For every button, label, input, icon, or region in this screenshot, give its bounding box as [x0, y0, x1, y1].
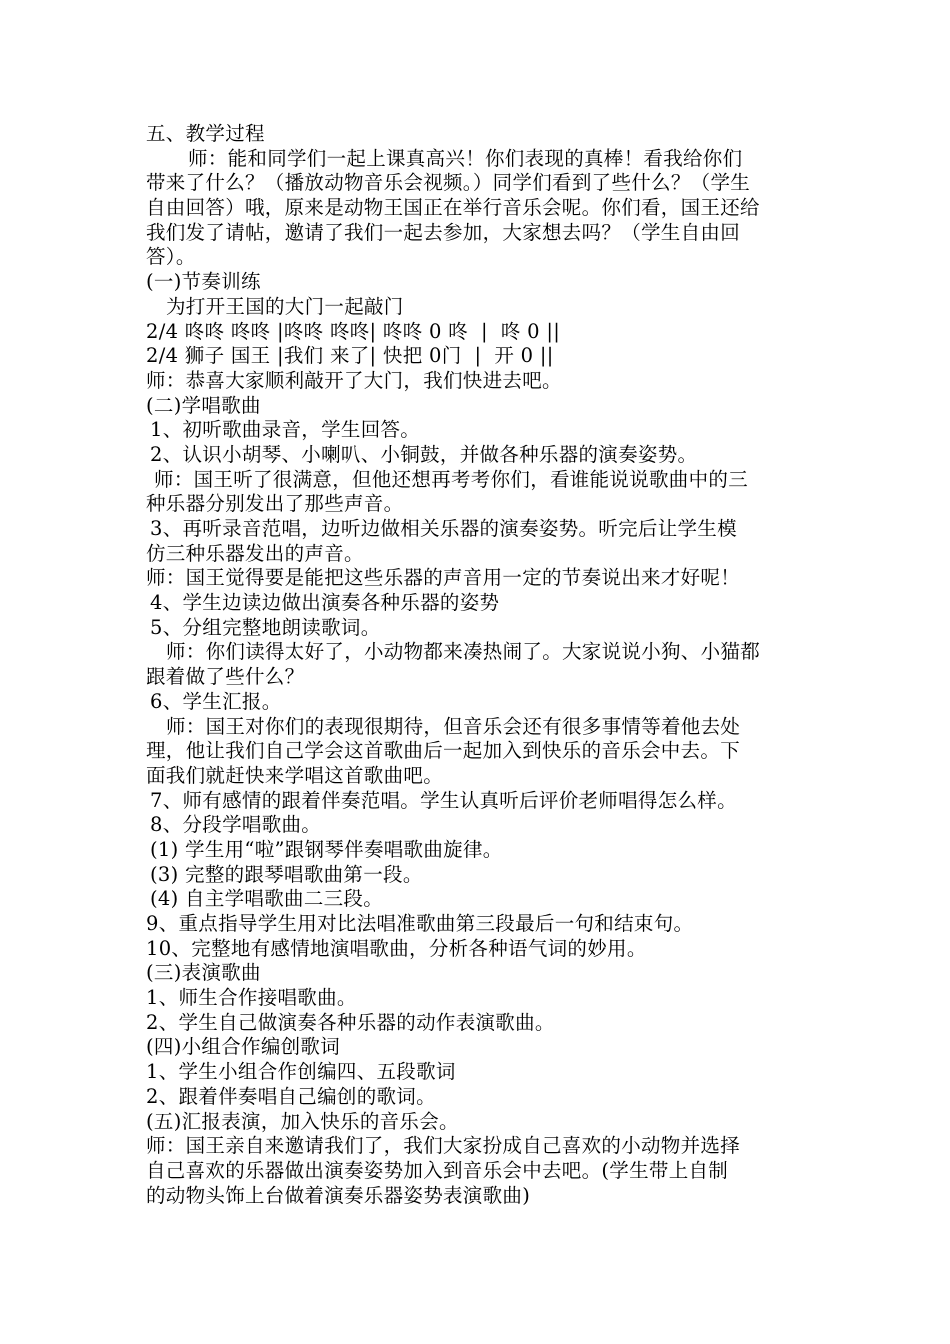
document-line: (三)表演歌曲 [146, 961, 261, 985]
document-line: (1) 学生用“啦”跟钢琴伴奏唱歌曲旋律。 [150, 837, 503, 861]
document-line: 五、教学过程 [146, 122, 265, 145]
document-line: 8、分段学唱歌曲。 [150, 813, 322, 837]
document-line: 6、学生汇报。 [150, 689, 282, 713]
document-line: (四)小组合作编创歌词 [146, 1035, 341, 1059]
document-line: 为打开王国的大门一起敲门 [166, 294, 404, 318]
document-line: 2、跟着伴奏唱自己编创的歌词。 [146, 1084, 436, 1108]
document-line: 师：能和同学们一起上课真高兴！你们表现的真棒！看我给你们 [188, 146, 743, 170]
document-line: 1、师生合作接唱歌曲。 [146, 986, 357, 1010]
document-line: 自己喜欢的乐器做出演奏姿势加入到音乐会中去吧。(学生带上自制 [146, 1158, 729, 1182]
document-line: 理，他让我们自己学会这首歌曲后一起加入到快乐的音乐会中去。下 [146, 739, 741, 763]
document-line: 2、认识小胡琴、小喇叭、小铜鼓，并做各种乐器的演奏姿势。 [150, 442, 698, 466]
document-line: 10、完整地有感情地演唱歌曲，分析各种语气词的妙用。 [146, 936, 647, 960]
document-line: 4、学生边读边做出演奏各种乐器的姿势 [150, 591, 500, 615]
document-line: 的动物头饰上台做着演奏乐器姿势表演歌曲) [146, 1183, 531, 1207]
document-line: 师：国王听了很满意，但他还想再考考你们，看谁能说说歌曲中的三 [154, 467, 749, 491]
document-line: 答）。 [146, 245, 196, 269]
document-line: (二)学唱歌曲 [146, 393, 261, 417]
document-line: (五)汇报表演，加入快乐的音乐会。 [146, 1109, 459, 1133]
document-line: 师：国王对你们的表现很期待，但音乐会还有很多事情等着他去处 [166, 714, 741, 738]
document-line: 2、学生自己做演奏各种乐器的动作表演歌曲。 [146, 1010, 555, 1034]
document-line: (4) 自主学唱歌曲二三段。 [150, 887, 384, 911]
document-line: 5、分组完整地朗读歌词。 [150, 615, 381, 639]
document-line: 师：国王亲自来邀请我们了，我们大家扮成自己喜欢的小动物并选择 [146, 1134, 741, 1158]
document-line: 种乐器分别发出了那些声音。 [146, 492, 404, 516]
document-line: 带来了什么？（播放动物音乐会视频。）同学们看到了些什么？（学生 [146, 171, 751, 195]
document-line: 9、重点指导学生用对比法唱准歌曲第三段最后一句和结束句。 [146, 912, 694, 935]
document-line: 师：恭喜大家顺利敲开了大门，我们快进去吧。 [146, 368, 562, 392]
document-line: 2/4 狮子 国王 |我们 来了| 快把 0门 | 开 0 || [146, 344, 554, 368]
document-line: 7、师有感情的跟着伴奏范唱。学生认真听后评价老师唱得怎么样。 [150, 788, 737, 812]
document-line: 3、再听录音范唱，边听边做相关乐器的演奏姿势。听完后让学生模 [150, 517, 737, 540]
document-line: 仿三种乐器发出的声音。 [146, 541, 364, 565]
document-line: 师：你们读得太好了，小动物都来凑热闹了。大家说说小狗、小猫都 [166, 640, 761, 664]
document-line: 2/4 咚咚 咚咚 |咚咚 咚咚| 咚咚 0 咚 | 咚 0 || [146, 319, 561, 343]
document-body [146, 122, 818, 1208]
document-line: 我们发了请帖，邀请了我们一起去参加，大家想去吗？（学生自由回 [146, 220, 741, 244]
document-line: (一)节奏训练 [146, 270, 261, 294]
document-line: 1、学生小组合作创编四、五段歌词 [146, 1060, 456, 1084]
document-line: 师：国王觉得要是能把这些乐器的声音用一定的节奏说出来才好呢！ [146, 566, 741, 590]
document-line: 自由回答）哦，原来是动物王国正在举行音乐会呢。你们看，国王还给 [146, 196, 760, 220]
document-line: (3) 完整的跟琴唱歌曲第一段。 [150, 862, 423, 886]
document-line: 面我们就赶快来学唱这首歌曲吧。 [146, 763, 444, 787]
document-line: 跟着做了些什么？ [146, 665, 305, 689]
document-line: 1、初听歌曲录音，学生回答。 [150, 418, 421, 442]
